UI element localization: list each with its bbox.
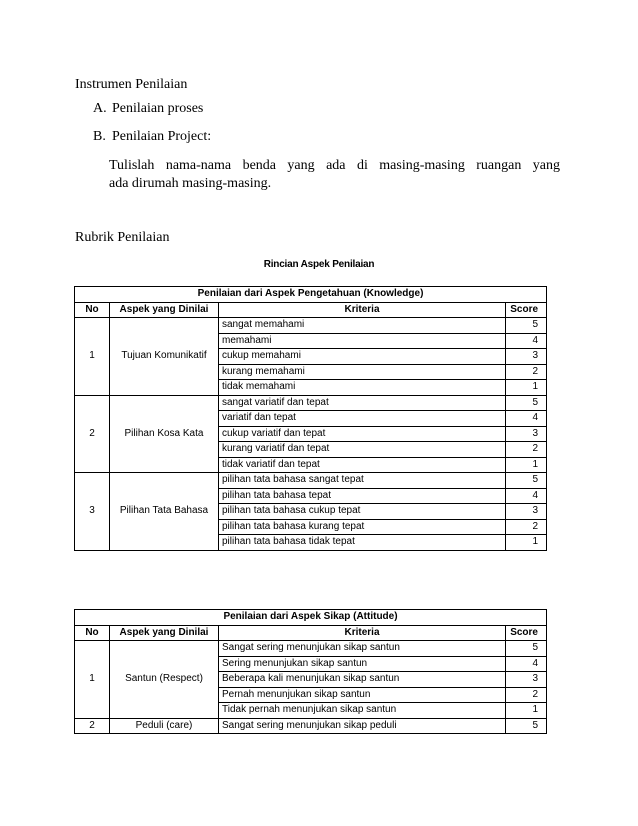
cell-kriteria: Pernah menunjukan sikap santun: [219, 687, 506, 703]
cell-kriteria: tidak memahami: [219, 380, 506, 396]
cell-kriteria: Sangat sering menunjukan sikap peduli: [219, 718, 506, 734]
cell-kriteria: Beberapa kali menunjukan sikap santun: [219, 672, 506, 688]
cell-no: 1: [75, 318, 110, 396]
cell-kriteria: kurang variatif dan tepat: [219, 442, 506, 458]
cell-score: 2: [506, 519, 547, 535]
cell-kriteria: pilihan tata bahasa sangat tepat: [219, 473, 506, 489]
cell-kriteria: pilihan tata bahasa tepat: [219, 488, 506, 504]
task-instruction: [109, 157, 560, 193]
cell-no: 2: [75, 395, 110, 473]
list-item-penilaian-proses: Penilaian proses: [112, 101, 204, 116]
header-no: No: [75, 302, 110, 318]
cell-score: 1: [506, 380, 547, 396]
list-item-penilaian-project: Penilaian Project:: [112, 129, 212, 144]
attitude-table-title: Penilaian dari Aspek Sikap (Attitude): [75, 610, 547, 626]
header-kriteria: Kriteria: [219, 625, 506, 641]
cell-kriteria: variatif dan tepat: [219, 411, 506, 427]
cell-score: 3: [506, 349, 547, 365]
cell-score: 4: [506, 488, 547, 504]
cell-score: 3: [506, 672, 547, 688]
knowledge-table: [74, 286, 547, 551]
table-header-row: [75, 302, 547, 318]
table-row: [75, 318, 547, 334]
cell-kriteria: Sering menunjukan sikap santun: [219, 656, 506, 672]
cell-kriteria: Tidak pernah menunjukan sikap santun: [219, 703, 506, 719]
cell-aspek: Tujuan Komunikatif: [110, 318, 219, 396]
cell-aspek: Peduli (care): [110, 718, 219, 734]
cell-score: 5: [506, 318, 547, 334]
cell-score: 3: [506, 426, 547, 442]
cell-score: 2: [506, 442, 547, 458]
cell-kriteria: cukup variatif dan tepat: [219, 426, 506, 442]
section-heading: Instrumen Penilaian: [75, 77, 188, 92]
cell-score: 2: [506, 687, 547, 703]
cell-score: 2: [506, 364, 547, 380]
task-instruction-line2: ada dirumah masing-masing.: [109, 176, 272, 191]
header-score: Score: [506, 625, 547, 641]
list-marker-a: A.: [93, 101, 107, 116]
header-aspek: Aspek yang Dinilai: [110, 302, 219, 318]
cell-aspek: Pilihan Kosa Kata: [110, 395, 219, 473]
cell-score: 3: [506, 504, 547, 520]
cell-no: 1: [75, 641, 110, 719]
cell-score: 5: [506, 395, 547, 411]
cell-kriteria: memahami: [219, 333, 506, 349]
list-marker-b: B.: [93, 129, 106, 144]
header-score: Score: [506, 302, 547, 318]
cell-kriteria: sangat variatif dan tepat: [219, 395, 506, 411]
cell-kriteria: pilihan tata bahasa tidak tepat: [219, 535, 506, 551]
cell-kriteria: Sangat sering menunjukan sikap santun: [219, 641, 506, 657]
table-row: [75, 395, 547, 411]
cell-kriteria: pilihan tata bahasa cukup tepat: [219, 504, 506, 520]
cell-kriteria: kurang memahami: [219, 364, 506, 380]
cell-kriteria: sangat memahami: [219, 318, 506, 334]
header-kriteria: Kriteria: [219, 302, 506, 318]
table-row: [75, 473, 547, 489]
cell-score: 4: [506, 656, 547, 672]
cell-score: 4: [506, 411, 547, 427]
task-instruction-line1: Tulislah nama-nama benda yang ada di masing-masing ruangan yang: [109, 158, 560, 173]
attitude-table: [74, 609, 547, 734]
rubric-subtitle: Rincian Aspek Penilaian: [263, 259, 375, 270]
cell-score: 1: [506, 535, 547, 551]
cell-score: 5: [506, 641, 547, 657]
header-aspek: Aspek yang Dinilai: [110, 625, 219, 641]
table-row: [75, 641, 547, 657]
table-title-row: [75, 287, 547, 303]
cell-aspek: Santun (Respect): [110, 641, 219, 719]
cell-kriteria: pilihan tata bahasa kurang tepat: [219, 519, 506, 535]
cell-score: 1: [506, 703, 547, 719]
cell-score: 4: [506, 333, 547, 349]
cell-no: 2: [75, 718, 110, 734]
table-row: [75, 718, 547, 734]
rubric-title: Rubrik Penilaian: [75, 230, 170, 245]
cell-aspek: Pilihan Tata Bahasa: [110, 473, 219, 551]
cell-kriteria: cukup memahami: [219, 349, 506, 365]
cell-score: 5: [506, 718, 547, 734]
cell-kriteria: tidak variatif dan tepat: [219, 457, 506, 473]
table-header-row: [75, 625, 547, 641]
table-title-row: [75, 610, 547, 626]
cell-score: 1: [506, 457, 547, 473]
cell-no: 3: [75, 473, 110, 551]
cell-score: 5: [506, 473, 547, 489]
header-no: No: [75, 625, 110, 641]
knowledge-table-title: Penilaian dari Aspek Pengetahuan (Knowledge): [75, 287, 547, 303]
